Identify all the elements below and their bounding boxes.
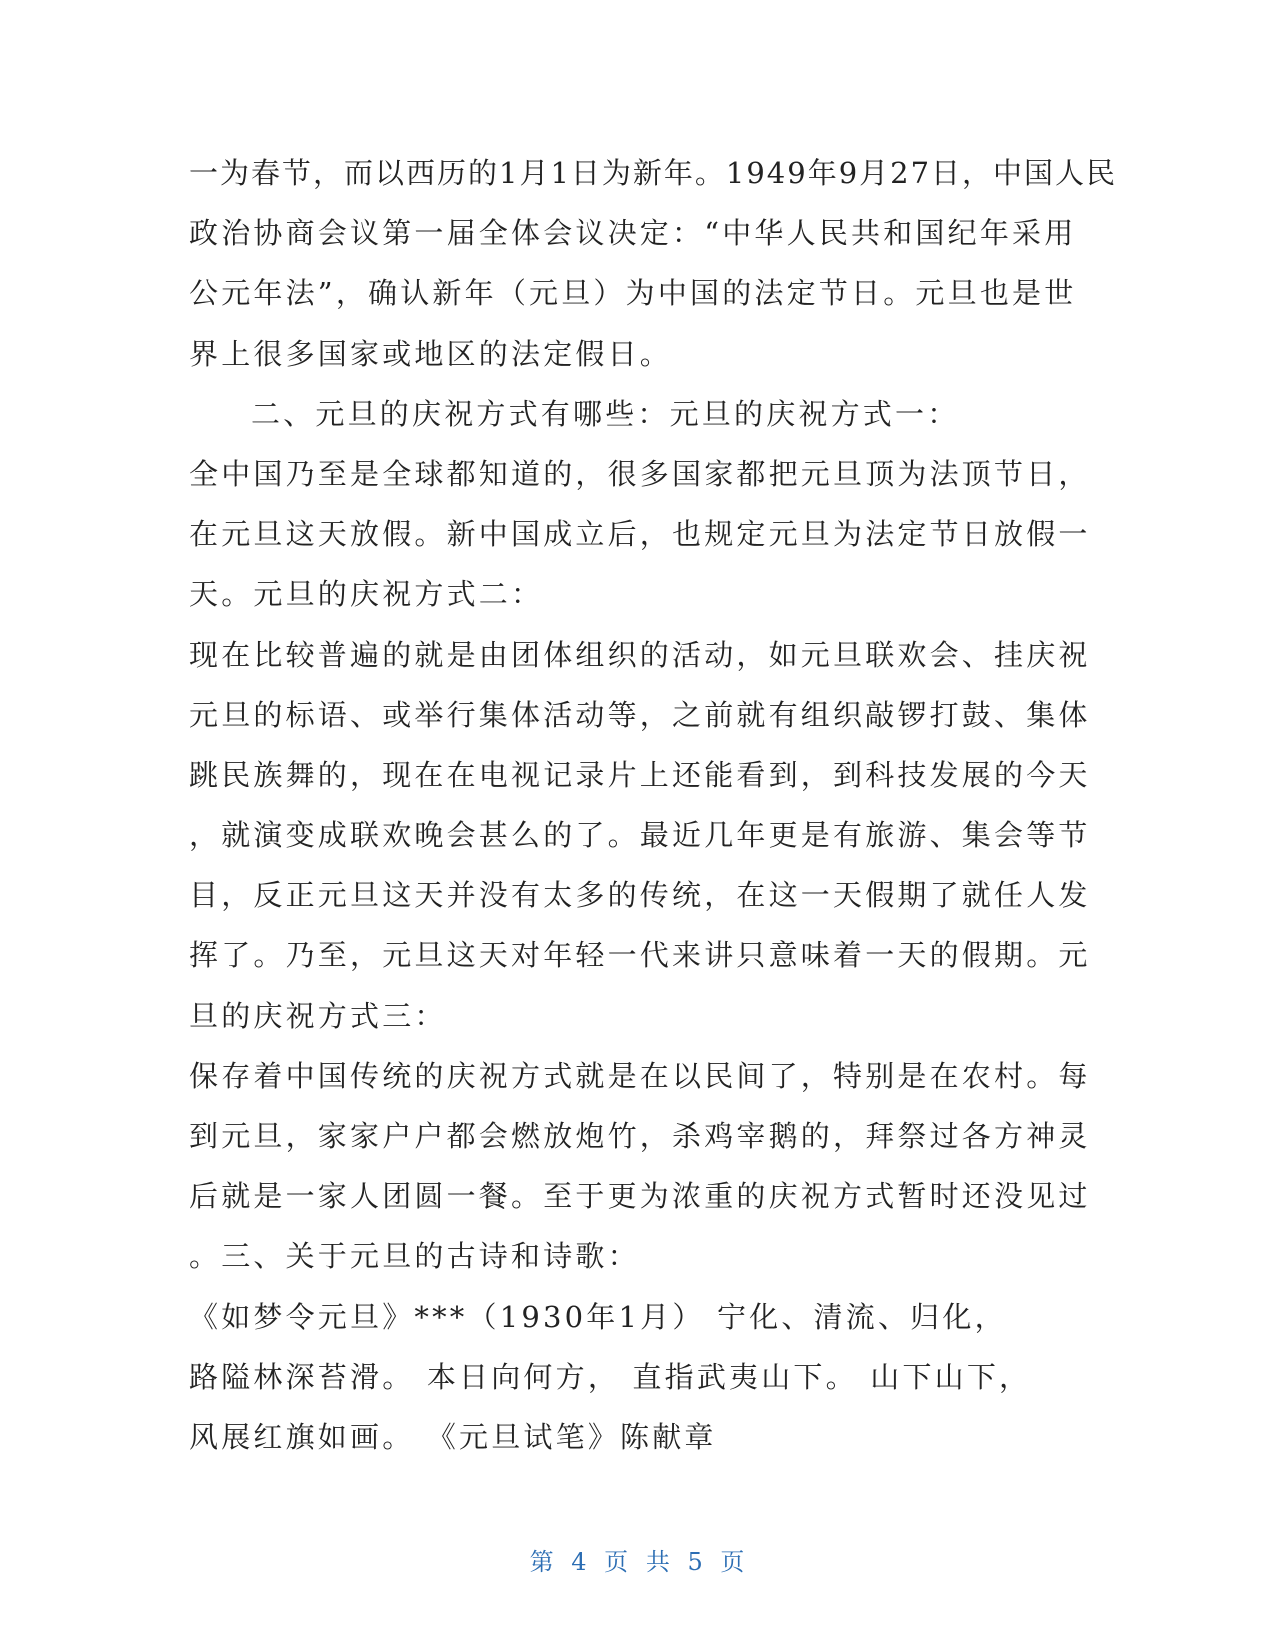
text-line: 公元年法”，确认新年（元旦）为中国的法定节日。元旦也是世 (189, 276, 1077, 311)
text-line: 界上很多国家或地区的法定假日。 (189, 336, 673, 371)
current-page-number: 4 (571, 1548, 588, 1576)
footer-label-page: 第 (529, 1548, 555, 1576)
text-line: 天。元旦的庆祝方式二： (189, 577, 544, 612)
footer-label-total: 共 (645, 1548, 671, 1576)
text-line: 元旦的标语、或举行集体活动等，之前就有组织敲锣打鼓、集体 (189, 697, 1091, 732)
text-line: ，就演变成联欢晚会甚么的了。最近几年更是有旅游、集会等节 (189, 818, 1091, 853)
text-line: 政治协商会议第一届全体会议决定：“中华人民共和国纪年采用 (189, 216, 1077, 251)
text-line: 。三、关于元旦的古诗和诗歌： (189, 1239, 640, 1274)
section-heading: 二、元旦的庆祝方式有哪些：元旦的庆祝方式一： (251, 396, 960, 431)
text-line: 目，反正元旦这天并没有太多的传统，在这一天假期了就任人发 (189, 878, 1091, 913)
text-line: 风展红旗如画。 《元旦试笔》陈献章 (189, 1419, 717, 1454)
text-line: 全中国乃至是全球都知道的，很多国家都把元旦顶为法顶节日， (189, 456, 1091, 491)
text-line: 一为春节，而以西历的1月1日为新年。1949年9月27日，中国人民 (189, 156, 1118, 190)
total-pages-number: 5 (687, 1548, 704, 1576)
footer-label-unit: 页 (604, 1548, 630, 1576)
body-text (189, 143, 1118, 1467)
text-line: 现在比较普遍的就是由团体组织的活动，如元旦联欢会、挂庆祝 (189, 637, 1091, 672)
text-line: 保存着中国传统的庆祝方式就是在以民间了，特别是在农村。每 (189, 1058, 1091, 1093)
page-footer (0, 1542, 1275, 1577)
text-line: 挥了。乃至，元旦这天对年轻一代来讲只意味着一天的假期。元 (189, 938, 1091, 973)
text-line: 《如梦令元旦》***（1930年1月） 宁化、清流、归化， (189, 1299, 1007, 1334)
text-line: 到元旦，家家户户都会燃放炮竹，杀鸡宰鹅的，拜祭过各方神灵 (189, 1119, 1091, 1153)
text-line: 后就是一家人团圆一餐。至于更为浓重的庆祝方式暂时还没见过 (189, 1179, 1091, 1214)
text-line: 旦的庆祝方式三： (189, 998, 447, 1033)
text-line: 路隘林深苔滑。 本日向何方， 直指武夷山下。 山下山下， (189, 1359, 1032, 1394)
text-line: 在元旦这天放假。新中国成立后，也规定元旦为法定节日放假一 (189, 517, 1091, 552)
text-line: 跳民族舞的，现在在电视记录片上还能看到，到科技发展的今天 (189, 757, 1091, 792)
footer-label-unit-2: 页 (720, 1548, 746, 1576)
